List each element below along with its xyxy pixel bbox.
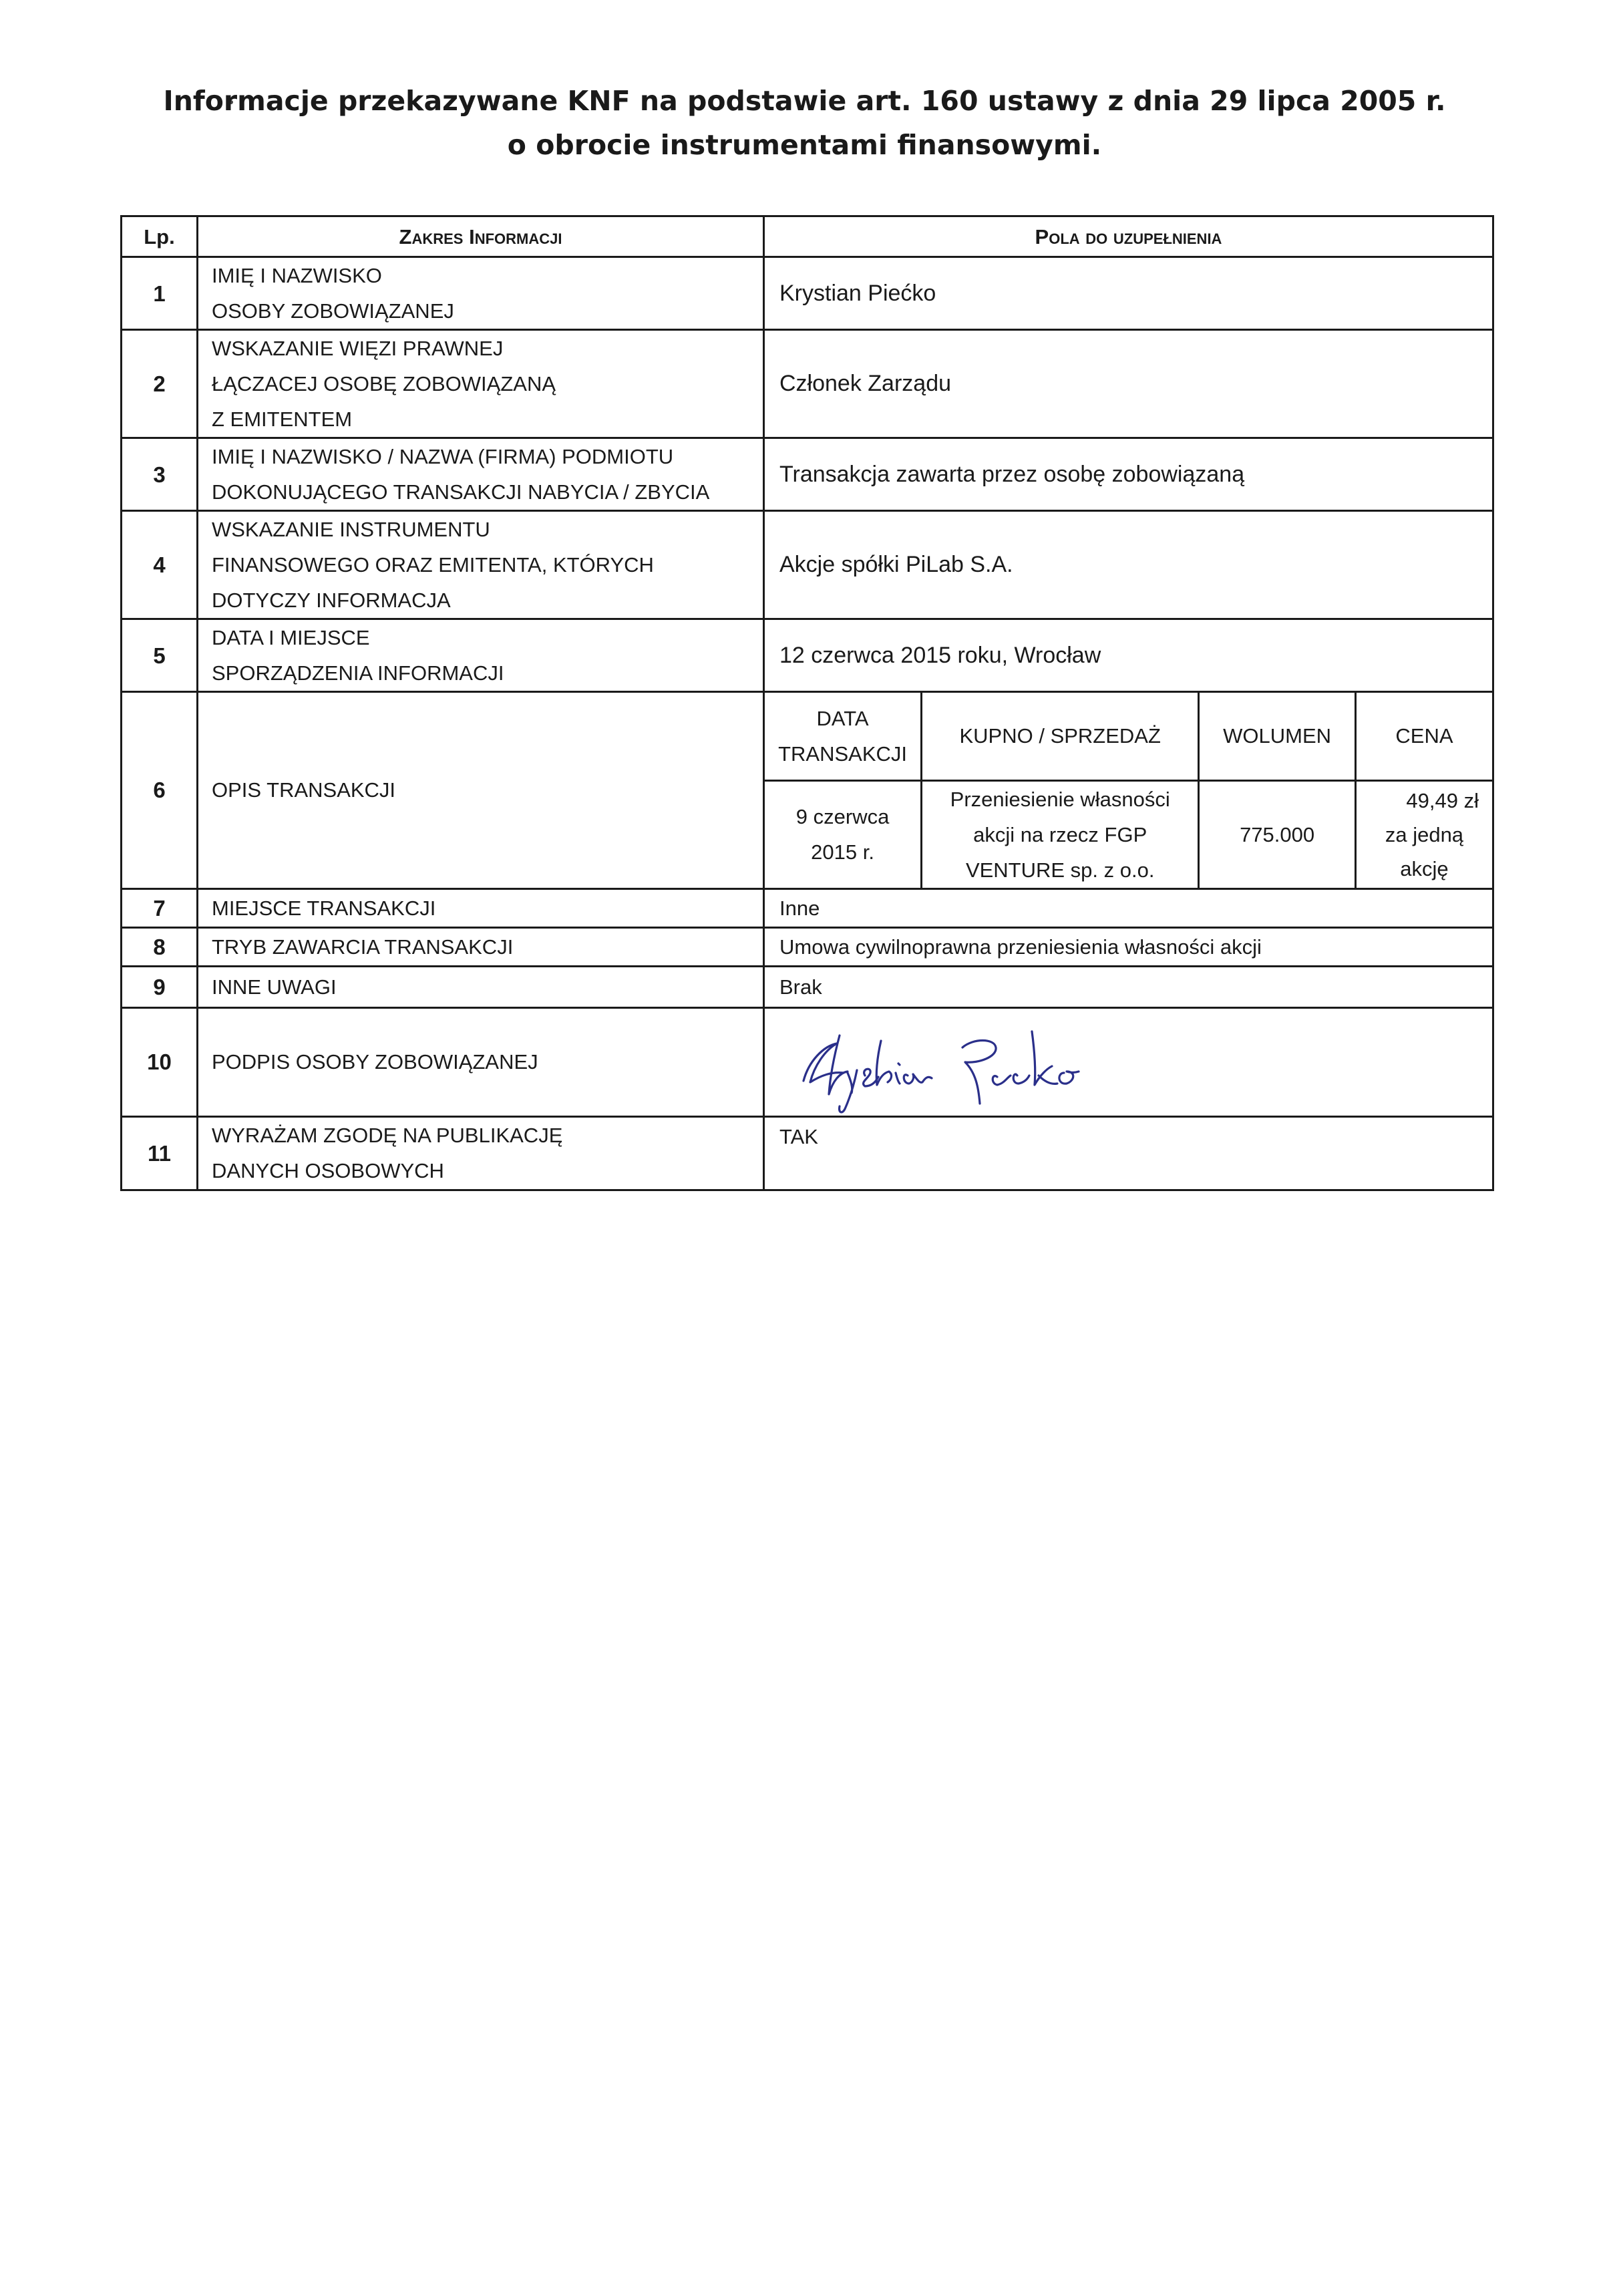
header-pola: Pola do uzupełnienia	[764, 216, 1493, 257]
row-label: MIEJSCE TRANSAKCJI	[198, 888, 764, 927]
row-label: DATA I MIEJSCE SPORZĄDZENIA INFORMACJI	[198, 619, 764, 692]
row-number: 2	[122, 330, 198, 438]
row-value: Transakcja zawarta przez osobę zobowiązaną	[764, 438, 1493, 511]
row-label: WSKAZANIE WIĘZI PRAWNEJ ŁĄCZACEJ OSOBĘ ZOBOWIĄZANĄ Z EMITENTEM	[198, 330, 764, 438]
signature-cell	[764, 1007, 1493, 1116]
row-label: IMIĘ I NAZWISKO / NAZWA (FIRMA) PODMIOTU DOKONUJĄCEGO TRANSAKCJI NABYCIA / ZBYCIA	[198, 438, 764, 511]
header-cena: CENA	[1355, 693, 1492, 780]
transaction-header-row	[765, 693, 1492, 780]
table-row	[122, 966, 1493, 1007]
header-data-transakcji: DATA TRANSAKCJI	[765, 693, 922, 780]
table-row	[122, 257, 1493, 330]
row-label: WYRAŻAM ZGODĘ NA PUBLIKACJĘ DANYCH OSOBOWYCH	[198, 1116, 764, 1190]
title-line-2: o obrocie instrumentami finansowymi.	[507, 129, 1102, 161]
table-row	[122, 511, 1493, 619]
table-row	[122, 888, 1493, 927]
row-value: Brak	[764, 966, 1493, 1007]
row-number: 1	[122, 257, 198, 330]
transaction-value-row	[765, 780, 1492, 888]
value-cena: 49,49 zł za jedną akcję	[1355, 780, 1492, 888]
table-row-transaction	[122, 692, 1493, 889]
row-value: 12 czerwca 2015 roku, Wrocław	[764, 619, 1493, 692]
row-number: 8	[122, 927, 198, 966]
row-number: 9	[122, 966, 198, 1007]
row-value: Krystian Piećko	[764, 257, 1493, 330]
row-number: 7	[122, 888, 198, 927]
transaction-table	[765, 693, 1492, 888]
header-zakres: Zakres Informacji	[198, 216, 764, 257]
row-value: TAK	[764, 1116, 1493, 1190]
table-row	[122, 1116, 1493, 1190]
value-data-transakcji: 9 czerwca 2015 r.	[765, 780, 922, 888]
row-number: 11	[122, 1116, 198, 1190]
row-number: 3	[122, 438, 198, 511]
table-row	[122, 438, 1493, 511]
transaction-details	[764, 692, 1493, 889]
row-value: Inne	[764, 888, 1493, 927]
title-line-1: Informacje przekazywane KNF na podstawie art. 160 ustawy z dnia 29 lipca 2005 r.	[163, 85, 1446, 117]
table-header-row	[122, 216, 1493, 257]
handwritten-signature	[765, 1009, 1494, 1116]
row-number: 5	[122, 619, 198, 692]
table-row-signature	[122, 1007, 1493, 1116]
row-number: 10	[122, 1007, 198, 1116]
header-wolumen: WOLUMEN	[1199, 693, 1356, 780]
row-label: WSKAZANIE INSTRUMENTU FINANSOWEGO ORAZ EMITENTA, KTÓRYCH DOTYCZY INFORMACJA	[198, 511, 764, 619]
row-number: 6	[122, 692, 198, 889]
row-label: OPIS TRANSAKCJI	[198, 692, 764, 889]
table-row	[122, 927, 1493, 966]
row-number: 4	[122, 511, 198, 619]
row-value: Akcje spółki PiLab S.A.	[764, 511, 1493, 619]
row-value: Członek Zarządu	[764, 330, 1493, 438]
row-label: TRYB ZAWARCIA TRANSAKCJI	[198, 927, 764, 966]
row-label: PODPIS OSOBY ZOBOWIĄZANEJ	[198, 1007, 764, 1116]
row-label: IMIĘ I NAZWISKO OSOBY ZOBOWIĄZANEJ	[198, 257, 764, 330]
row-value: Umowa cywilnoprawna przeniesienia własności akcji	[764, 927, 1493, 966]
header-kupno-sprzedaz: KUPNO / SPRZEDAŻ	[922, 693, 1199, 780]
table-row	[122, 330, 1493, 438]
table-row	[122, 619, 1493, 692]
information-table	[120, 215, 1494, 1191]
header-lp: Lp.	[122, 216, 198, 257]
row-label: INNE UWAGI	[198, 966, 764, 1007]
document-title	[0, 79, 1609, 167]
value-kupno-sprzedaz: Przeniesienie własności akcji na rzecz FGP VENTURE sp. z o.o.	[922, 780, 1199, 888]
value-wolumen: 775.000	[1199, 780, 1356, 888]
